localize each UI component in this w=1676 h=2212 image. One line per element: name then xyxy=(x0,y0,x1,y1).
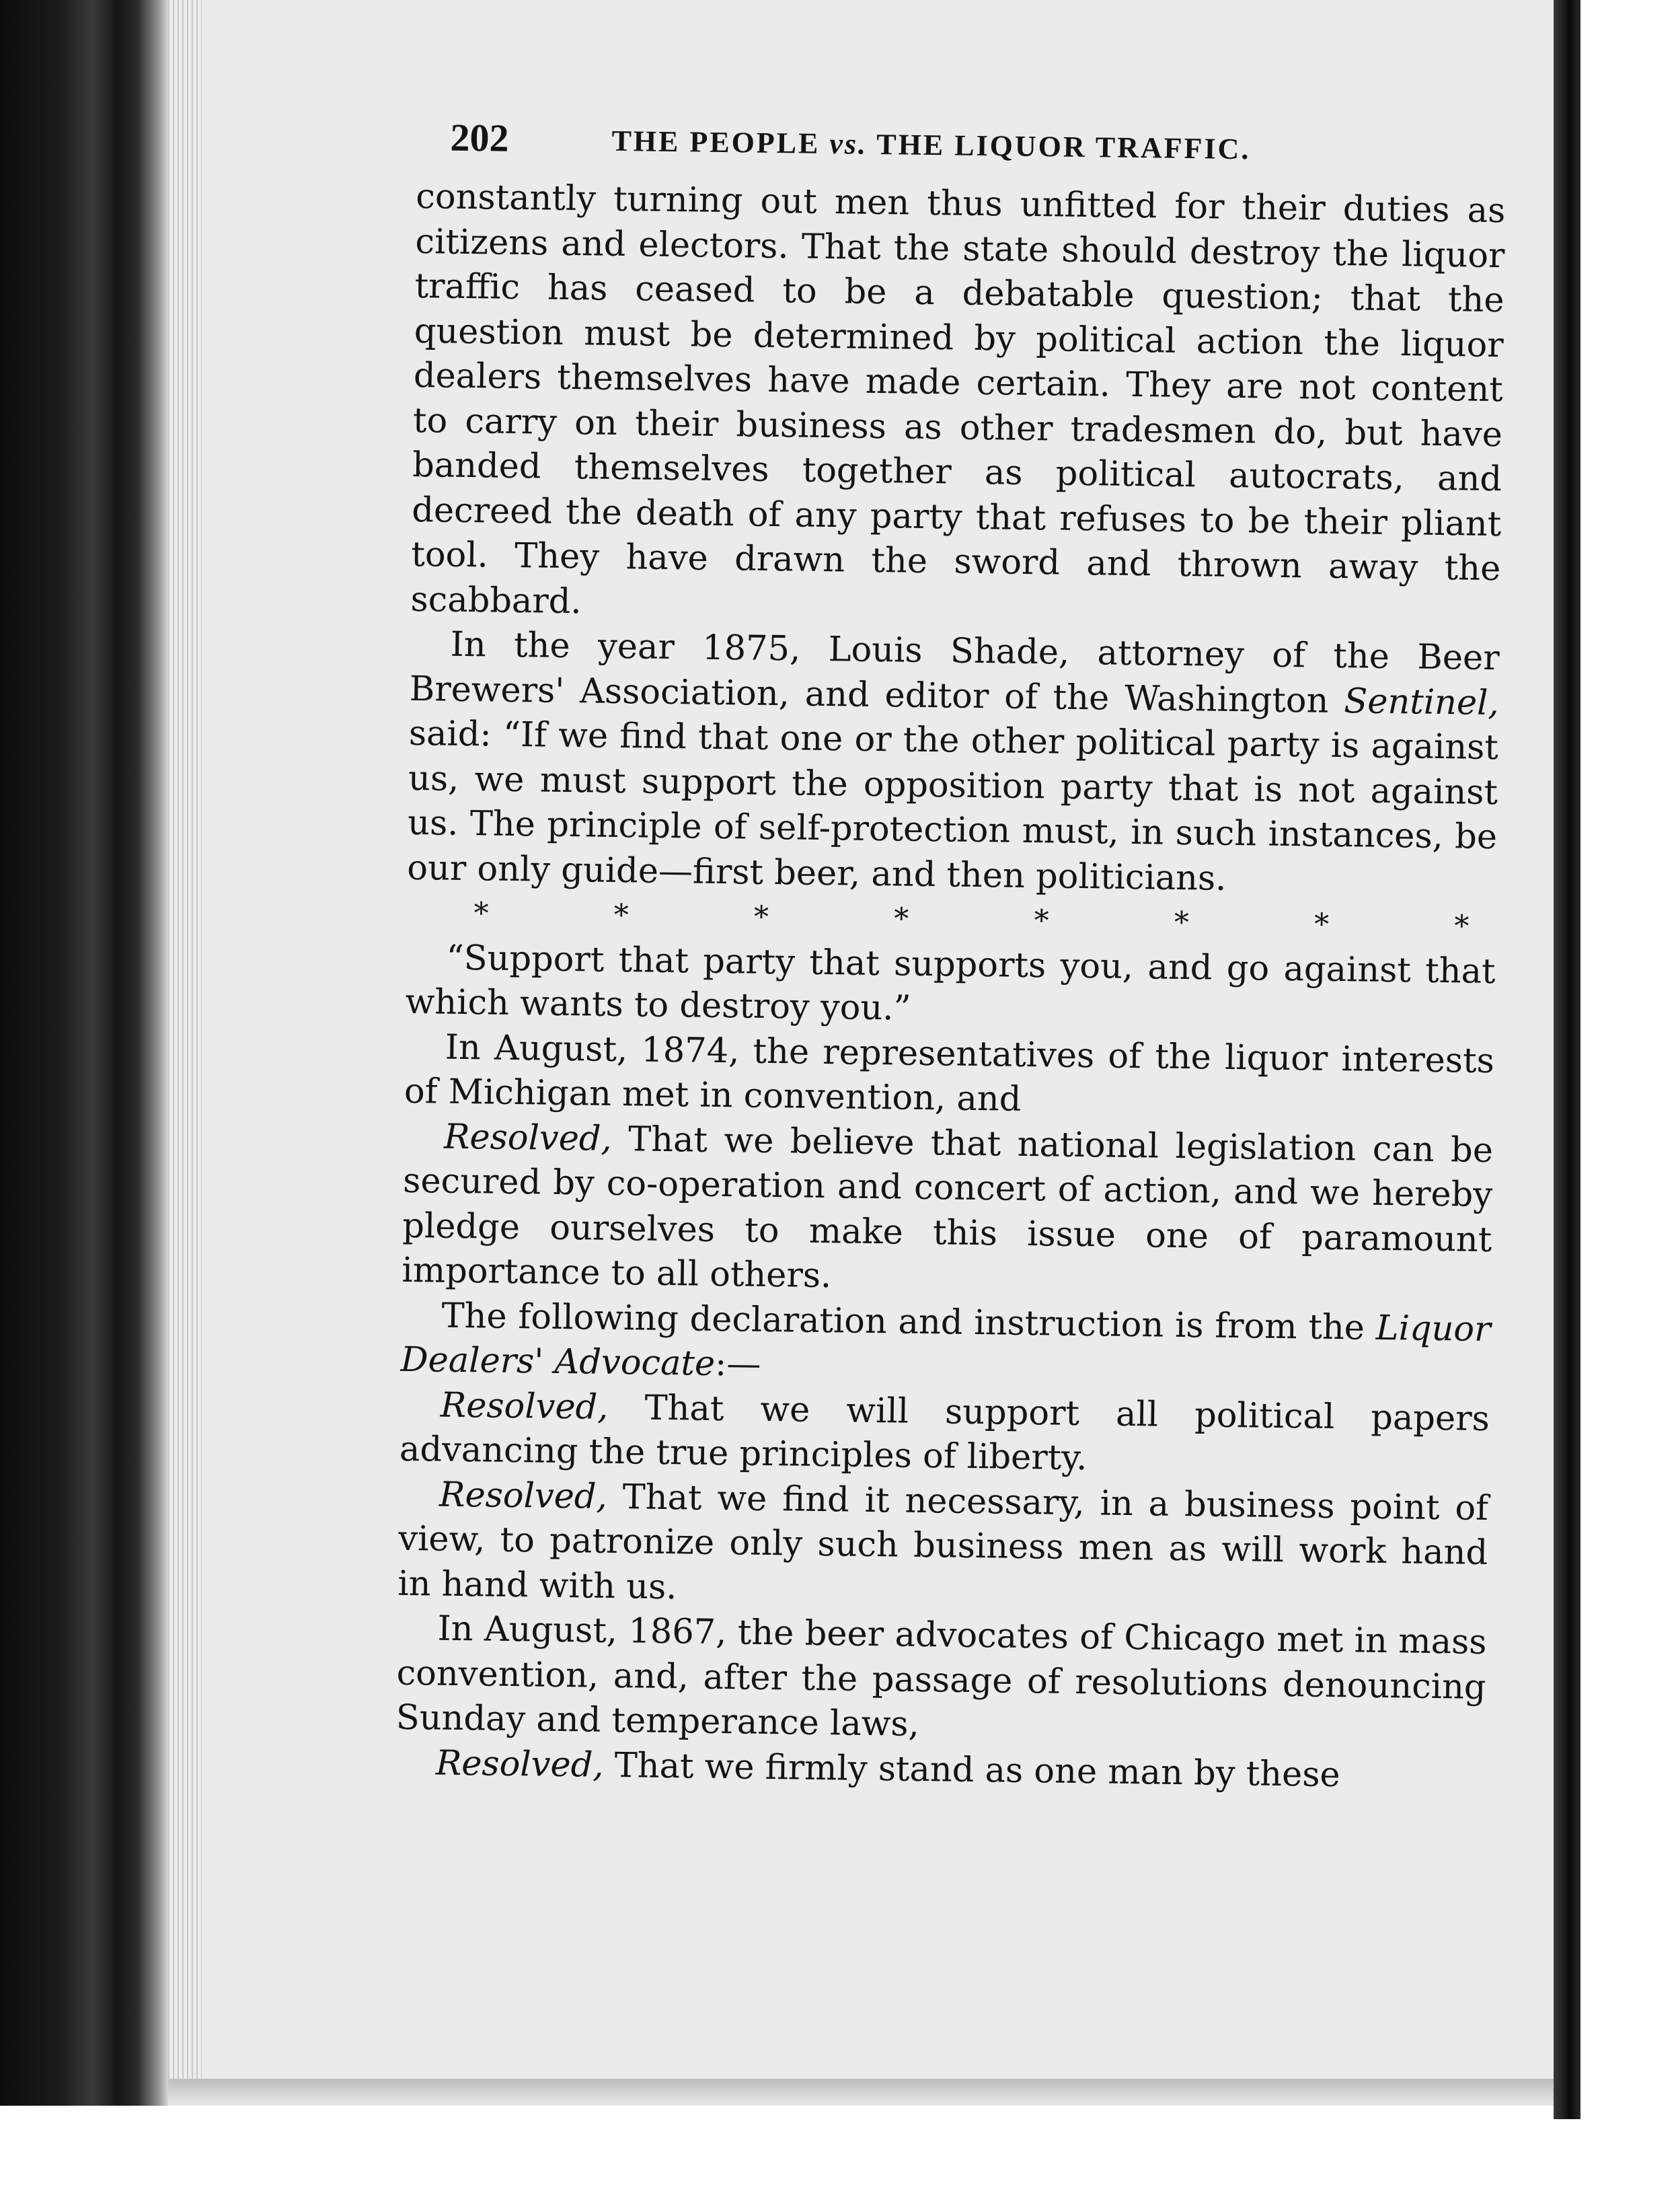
book-binding-shadow xyxy=(0,0,168,2212)
scan-background-right xyxy=(1580,0,1676,2212)
resolution-text: That we find it necessary, in a business point of view, to patronize only such business men as will work hand in hand with us. xyxy=(397,1477,1489,1607)
resolved-label: Resolved, xyxy=(443,1117,613,1159)
resolved-label: Resolved, xyxy=(435,1743,604,1785)
paragraph-shade-quote xyxy=(407,622,1500,905)
scan-background-bottom xyxy=(0,2106,1676,2212)
asterisk: * xyxy=(893,901,909,936)
declaration-text-b: :— xyxy=(714,1343,761,1385)
declaration-text-a: The following declaration and instruction is from the xyxy=(441,1296,1377,1348)
paragraph-shade-text-b: said: “If we find that one or the other political party is against us, we must support the opposition party that is not against us. The principle of self-protection must, in such instances, be our only guide—first beer, and then politicians. xyxy=(406,713,1499,899)
running-title-vs: vs. xyxy=(829,127,868,161)
asterisk: * xyxy=(1174,905,1190,941)
resolution-text: That we firmly stand as one man by these xyxy=(603,1745,1341,1795)
resolution-text: That we believe that national legislation can be secured by co-operation and concert of action, and we hereby pledge ourselves to make this issue one of paramount importance to all others. xyxy=(402,1119,1494,1296)
resolved-label: Resolved, xyxy=(439,1475,608,1517)
publication-name: Liquor Dealers' Advocate xyxy=(400,1308,1491,1384)
text-block xyxy=(395,114,1506,1800)
running-title-post: THE LIQUOR TRAFFIC. xyxy=(867,127,1251,166)
asterisk: * xyxy=(1313,907,1330,942)
paragraph-michigan: In August, 1874, the representatives of the liquor interests of Michigan met in convention, and xyxy=(404,1027,1495,1119)
asterisk: * xyxy=(1453,909,1470,944)
paragraph-support-quote: “Support that party that supports you, and go against that which wants to destroy you.” xyxy=(405,938,1496,1029)
paragraph-continuation: constantly turning out men thus unfitted for their duties as citizens and electors. That the state should destroy the liquor traffic has ceased to be a debatable question; that the question must be determined by political action the liquor dealers themselves have made certain. They are not content to carry on their business as other tradesmen do, but have banded themselves together as political autocrats, and decreed the death of any party that refuses to be their pliant tool. They have drawn the sword and thrown away the scabbard. xyxy=(410,176,1506,622)
page-number: 202 xyxy=(450,115,509,160)
body-text xyxy=(395,175,1505,1800)
paragraph-resolution-2 xyxy=(399,1382,1490,1486)
running-title-pre: THE PEOPLE xyxy=(611,124,830,161)
running-title xyxy=(611,124,1251,166)
newspaper-name: Sentinel, xyxy=(1343,681,1500,723)
paragraph-resolution-3 xyxy=(397,1472,1488,1621)
page-bottom-edge xyxy=(168,2079,1567,2106)
resolution-text: That we will support all political papers advancing the true principles of liberty. xyxy=(399,1387,1490,1479)
page-right-edge xyxy=(1554,0,1580,2119)
asterisk: * xyxy=(613,897,630,933)
paragraph-shade-text-a: In the year 1875, Louis Shade, attorney of the Beer Brewers' Association, and editor of the Washington xyxy=(409,624,1500,721)
asterisk: * xyxy=(473,896,489,931)
resolved-label: Resolved, xyxy=(440,1385,609,1428)
paragraph-resolution-1 xyxy=(402,1114,1493,1307)
asterisk: * xyxy=(1034,904,1049,938)
asterisk: * xyxy=(753,899,769,934)
paragraph-chicago: In August, 1867, the beer advocates of Chicago met in mass convention, and, after the passage of resolutions denouncing Sunday and temperance laws, xyxy=(395,1609,1487,1744)
paragraph-declaration xyxy=(400,1293,1491,1397)
